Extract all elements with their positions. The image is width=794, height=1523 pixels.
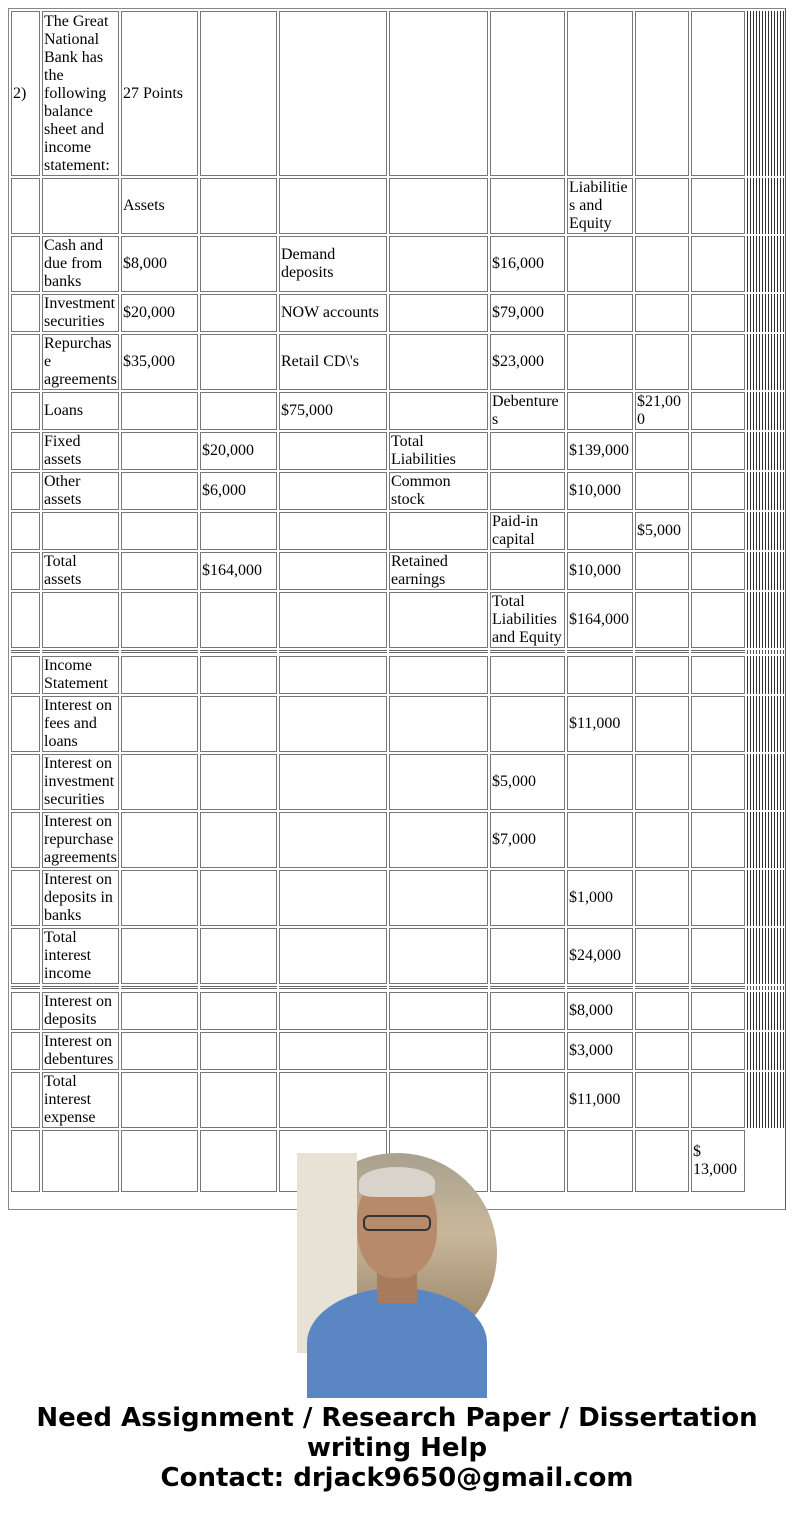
table-cell: [279, 178, 387, 234]
table-cell: [200, 1130, 277, 1192]
table-row: [11, 870, 785, 926]
table-cell: [200, 236, 277, 292]
table-cell: $7,000: [490, 812, 565, 868]
table-cell: [121, 812, 198, 868]
banner-line-2: writing Help: [306, 1433, 488, 1463]
table-cell: [567, 334, 633, 390]
table-cell: [635, 754, 689, 810]
table-cell: [121, 512, 198, 550]
banner-line-1: Need Assignment / Research Paper / Dissertation: [36, 1403, 758, 1433]
table-row: [11, 754, 785, 810]
table-row: [11, 472, 785, 510]
table-cell: [389, 870, 488, 926]
table-cell: [279, 754, 387, 810]
table-cell: Total interest income: [42, 928, 119, 984]
table-cell: $164,000: [200, 552, 277, 590]
table-cell: [11, 812, 40, 868]
overflow-stripes: [747, 11, 785, 176]
table-cell: $139,000: [567, 432, 633, 470]
table-cell: Investment securities: [42, 294, 119, 332]
overflow-stripes: [747, 432, 785, 470]
table-cell: Assets: [121, 178, 198, 234]
table-cell: Common stock: [389, 472, 488, 510]
table-cell: [691, 696, 745, 752]
table-cell: [389, 512, 488, 550]
overflow-stripes: [747, 656, 785, 694]
table-cell: [42, 178, 119, 234]
table-cell: $ 13,000: [691, 1130, 745, 1192]
table-cell: [279, 11, 387, 176]
table-cell: Demand deposits: [279, 236, 387, 292]
table-cell: [635, 472, 689, 510]
table-cell: [200, 178, 277, 234]
overflow-stripes: [747, 928, 785, 984]
table-cell: [200, 696, 277, 752]
table-cell: Interest on fees and loans: [42, 696, 119, 752]
table-cell: [279, 870, 387, 926]
table-cell: [567, 11, 633, 176]
table-cell: Interest on repurchase agreements: [42, 812, 119, 868]
table-cell: Total interest expense: [42, 1072, 119, 1128]
table-cell: $79,000: [490, 294, 565, 332]
overflow-stripes: [747, 1032, 785, 1070]
table-cell: [11, 592, 40, 648]
overflow-stripes: [747, 472, 785, 510]
table-cell: [635, 1072, 689, 1128]
table-cell: [691, 552, 745, 590]
table-cell: [121, 656, 198, 694]
table-cell: $21,000: [635, 392, 689, 430]
table-cell: [389, 656, 488, 694]
table-cell: [200, 928, 277, 984]
table-cell: [279, 696, 387, 752]
table-cell: [490, 432, 565, 470]
overflow-stripes: [747, 1072, 785, 1128]
table-cell: Interest on debentures: [42, 1032, 119, 1070]
table-cell: [121, 1072, 198, 1128]
table-cell: [490, 656, 565, 694]
table-cell: $10,000: [567, 552, 633, 590]
table-cell: [389, 294, 488, 332]
table-cell: [389, 392, 488, 430]
table-cell: $16,000: [490, 236, 565, 292]
table-cell: [567, 1130, 633, 1192]
table-cell: [389, 812, 488, 868]
table-cell: [691, 11, 745, 176]
table-cell: [279, 552, 387, 590]
table-cell: Fixed assets: [42, 432, 119, 470]
table-cell: [691, 812, 745, 868]
table-cell: $11,000: [567, 696, 633, 752]
table-cell: Total Liabilities: [389, 432, 488, 470]
table-cell: [635, 696, 689, 752]
overflow-stripes: [747, 294, 785, 332]
table-cell: [691, 870, 745, 926]
table-cell: Total Liabilities and Equity: [490, 592, 565, 648]
table-cell: [389, 178, 488, 234]
table-cell: [635, 812, 689, 868]
table-cell: [11, 870, 40, 926]
table-cell: [11, 294, 40, 332]
table-row: [11, 696, 785, 752]
table-cell: [635, 236, 689, 292]
table-cell: [42, 1130, 119, 1192]
table-row: [11, 812, 785, 868]
table-cell: Interest on investment securities: [42, 754, 119, 810]
table-frame: [8, 8, 786, 1210]
table-cell: [567, 392, 633, 430]
table-cell: [11, 1032, 40, 1070]
table-cell: [490, 696, 565, 752]
table-cell: [200, 812, 277, 868]
table-cell: [389, 928, 488, 984]
table-cell: 2): [11, 11, 40, 176]
table-cell: [11, 472, 40, 510]
table-cell: [490, 552, 565, 590]
table-cell: [389, 236, 488, 292]
overflow-stripes: [747, 1130, 785, 1192]
table-cell: Interest on deposits: [42, 992, 119, 1030]
table-cell: $20,000: [121, 294, 198, 332]
table-cell: $5,000: [635, 512, 689, 550]
table-cell: Retail CD\'s: [279, 334, 387, 390]
table-row: [11, 512, 785, 550]
table-cell: [279, 1032, 387, 1070]
table-row: [11, 592, 785, 648]
table-cell: [11, 178, 40, 234]
table-cell: [691, 754, 745, 810]
table-cell: Liabilities and Equity: [567, 178, 633, 234]
table-cell: $8,000: [567, 992, 633, 1030]
table-cell: [121, 1032, 198, 1070]
table-cell: $75,000: [279, 392, 387, 430]
section-divider: [11, 650, 785, 654]
overflow-stripes: [747, 236, 785, 292]
table-cell: [42, 512, 119, 550]
table-cell: [200, 392, 277, 430]
table-cell: Interest on deposits in banks: [42, 870, 119, 926]
table-cell: [389, 1072, 488, 1128]
table-cell: [691, 236, 745, 292]
table-cell: [200, 992, 277, 1030]
table-cell: [490, 1072, 565, 1128]
table-cell: [567, 754, 633, 810]
table-cell: [635, 1130, 689, 1192]
table-cell: [11, 928, 40, 984]
table-row: [11, 236, 785, 292]
table-cell: $5,000: [490, 754, 565, 810]
table-cell: [11, 656, 40, 694]
table-cell: [200, 334, 277, 390]
table-cell: [121, 696, 198, 752]
table-cell: [490, 178, 565, 234]
table-cell: [567, 512, 633, 550]
table-row: [11, 392, 785, 430]
table-cell: [389, 11, 488, 176]
table-cell: The Great National Bank has the following balance sheet and income statement:: [42, 11, 119, 176]
overflow-stripes: [747, 512, 785, 550]
table-cell: [389, 754, 488, 810]
table-cell: [279, 592, 387, 648]
table-cell: [490, 992, 565, 1030]
table-cell: [567, 812, 633, 868]
table-cell: $8,000: [121, 236, 198, 292]
section-divider: [11, 986, 785, 990]
table-cell: [635, 928, 689, 984]
table-cell: $24,000: [567, 928, 633, 984]
table-cell: [490, 1130, 565, 1192]
table-cell: [121, 472, 198, 510]
table-row: [11, 178, 785, 234]
table-cell: [635, 992, 689, 1030]
table-cell: Paid-in capital: [490, 512, 565, 550]
table-cell: [691, 472, 745, 510]
table-cell: [389, 696, 488, 752]
table-cell: [567, 294, 633, 332]
table-cell: [691, 928, 745, 984]
table-cell: $3,000: [567, 1032, 633, 1070]
table-cell: [567, 236, 633, 292]
table-cell: [691, 392, 745, 430]
table-cell: Debentures: [490, 392, 565, 430]
table-cell: [11, 1072, 40, 1128]
table-cell: [635, 656, 689, 694]
contact-banner: [0, 1403, 794, 1493]
table-cell: [635, 334, 689, 390]
table-cell: [200, 656, 277, 694]
table-cell: [11, 392, 40, 430]
table-cell: [635, 294, 689, 332]
table-cell: [121, 432, 198, 470]
table-cell: [121, 392, 198, 430]
table-cell: [200, 512, 277, 550]
overflow-stripes: [747, 992, 785, 1030]
table-cell: [279, 656, 387, 694]
table-cell: [279, 512, 387, 550]
table-cell: Cash and due from banks: [42, 236, 119, 292]
table-cell: [200, 294, 277, 332]
table-cell: Total assets: [42, 552, 119, 590]
table-cell: [200, 11, 277, 176]
table-cell: [279, 472, 387, 510]
table-cell: [691, 432, 745, 470]
table-cell: [490, 11, 565, 176]
table-cell: [11, 696, 40, 752]
table-cell: [389, 1032, 488, 1070]
table-cell: [121, 1130, 198, 1192]
table-cell: [635, 432, 689, 470]
table-cell: [691, 294, 745, 332]
table-row: [11, 928, 785, 984]
table-cell: Repurchase agreements: [42, 334, 119, 390]
table-cell: [691, 334, 745, 390]
table-cell: [11, 992, 40, 1030]
overflow-stripes: [747, 812, 785, 868]
table-cell: [11, 432, 40, 470]
table-cell: [121, 552, 198, 590]
table-cell: [11, 334, 40, 390]
overflow-stripes: [747, 392, 785, 430]
overflow-stripes: [747, 592, 785, 648]
table-cell: [490, 870, 565, 926]
banner-line-3: Contact: drjack9650@gmail.com: [160, 1463, 634, 1493]
table-cell: Other assets: [42, 472, 119, 510]
table-cell: [200, 754, 277, 810]
table-cell: [279, 432, 387, 470]
table-cell: [200, 870, 277, 926]
table-cell: [11, 552, 40, 590]
table-cell: [691, 1072, 745, 1128]
table-cell: [691, 178, 745, 234]
table-cell: [490, 472, 565, 510]
table-cell: [691, 512, 745, 550]
table-cell: [42, 592, 119, 648]
table-cell: [567, 656, 633, 694]
table-cell: [121, 992, 198, 1030]
table-cell: [635, 178, 689, 234]
table-cell: $1,000: [567, 870, 633, 926]
table-cell: [121, 870, 198, 926]
table-row: [11, 1032, 785, 1070]
table-cell: NOW accounts: [279, 294, 387, 332]
overflow-stripes: [747, 870, 785, 926]
overflow-stripes: [747, 754, 785, 810]
table-cell: [635, 552, 689, 590]
table-row: [11, 656, 785, 694]
table-cell: $20,000: [200, 432, 277, 470]
table-cell: $11,000: [567, 1072, 633, 1128]
table-cell: [389, 592, 488, 648]
table-cell: [11, 1130, 40, 1192]
table-cell: $164,000: [567, 592, 633, 648]
table-row: [11, 432, 785, 470]
author-photo: [297, 1153, 497, 1353]
table-cell: [11, 236, 40, 292]
table-cell: [389, 992, 488, 1030]
table-row: [11, 11, 785, 176]
overflow-stripes: [747, 334, 785, 390]
table-row: [11, 992, 785, 1030]
table-cell: [691, 1032, 745, 1070]
table-cell: [121, 592, 198, 648]
table-cell: Retained earnings: [389, 552, 488, 590]
table-cell: [635, 11, 689, 176]
table-cell: [389, 334, 488, 390]
table-row: [11, 552, 785, 590]
table-row: [11, 334, 785, 390]
table-cell: [691, 992, 745, 1030]
overflow-stripes: [747, 696, 785, 752]
table-row: [11, 1072, 785, 1128]
overflow-stripes: [747, 178, 785, 234]
table-cell: [279, 1072, 387, 1128]
table-cell: [635, 870, 689, 926]
table-cell: $23,000: [490, 334, 565, 390]
table-cell: [279, 992, 387, 1030]
table-cell: [200, 1032, 277, 1070]
table-cell: Loans: [42, 392, 119, 430]
table-cell: [490, 1032, 565, 1070]
table-cell: [691, 656, 745, 694]
table-cell: 27 Points: [121, 11, 198, 176]
overflow-stripes: [747, 552, 785, 590]
table-cell: [279, 928, 387, 984]
table-cell: [279, 812, 387, 868]
table-cell: [121, 928, 198, 984]
table-cell: [200, 1072, 277, 1128]
table-cell: Income Statement: [42, 656, 119, 694]
table-cell: [11, 512, 40, 550]
table-cell: $35,000: [121, 334, 198, 390]
table-cell: [200, 592, 277, 648]
table-cell: $10,000: [567, 472, 633, 510]
table-cell: [635, 592, 689, 648]
table-cell: [121, 754, 198, 810]
bank-statement-table: [9, 9, 787, 1194]
table-cell: [635, 1032, 689, 1070]
table-row: [11, 294, 785, 332]
table-cell: [11, 754, 40, 810]
table-cell: [490, 928, 565, 984]
table-cell: $6,000: [200, 472, 277, 510]
table-cell: [691, 592, 745, 648]
